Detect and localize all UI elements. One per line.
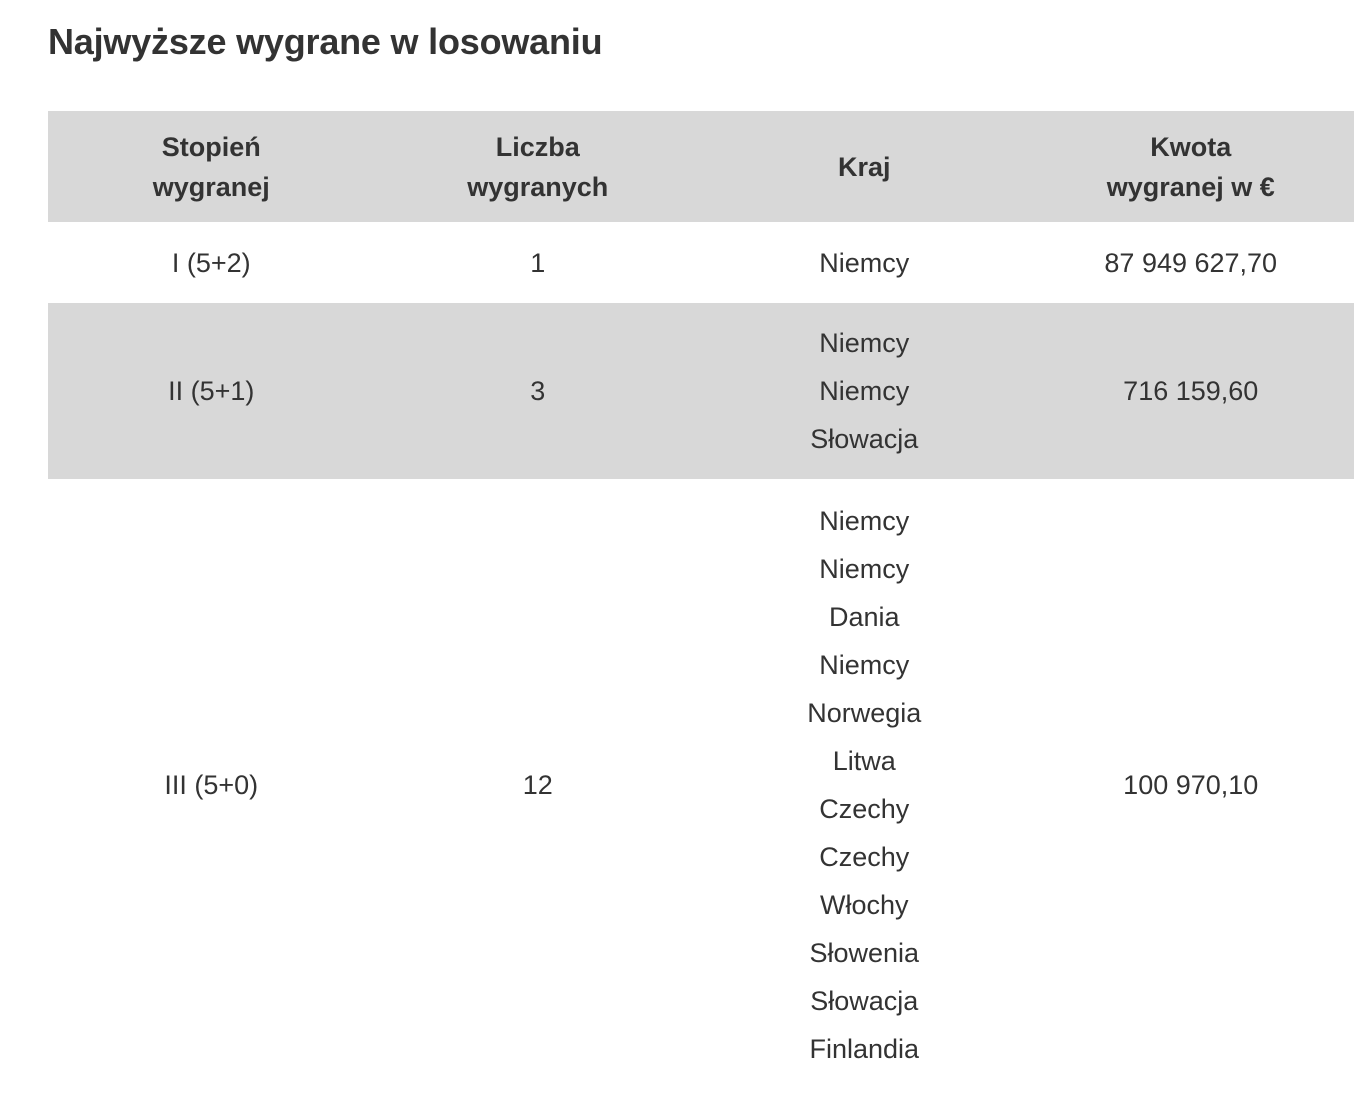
- country-item: Norwegia: [807, 698, 922, 728]
- country-item: Niemcy: [819, 554, 910, 584]
- table-row: [48, 303, 1354, 479]
- country-item: Niemcy: [819, 328, 910, 358]
- winners-count-cell: 1: [530, 247, 546, 278]
- country-item: Słowenia: [809, 938, 920, 968]
- amount-cell: 716 159,60: [1123, 376, 1259, 406]
- country-item: Niemcy: [819, 376, 910, 406]
- header-tier: Stopień wygranej: [152, 131, 270, 202]
- table-row: [48, 222, 1354, 303]
- tier-cell: I (5+2): [171, 247, 251, 278]
- country-item: Litwa: [832, 746, 896, 776]
- country-list: [701, 243, 1028, 283]
- winners-count-cell: 12: [522, 770, 553, 800]
- country-item: Słowacja: [810, 424, 919, 454]
- amount-cell: 100 970,10: [1123, 770, 1259, 800]
- tier-cell: III (5+0): [164, 770, 259, 800]
- winnings-table: [48, 111, 1354, 1091]
- country-list: [701, 319, 1028, 463]
- header-winners: Liczba wygranych: [467, 131, 609, 202]
- table-header-row: [48, 111, 1354, 222]
- page-title: Najwyższe wygrane w losowaniu: [48, 21, 603, 62]
- country-item: Niemcy: [819, 247, 910, 278]
- country-item: Niemcy: [819, 650, 910, 680]
- header-country: Kraj: [837, 151, 891, 182]
- country-cell: [701, 479, 1028, 1091]
- country-item: Czechy: [819, 842, 910, 872]
- header-amount: Kwota wygranej w €: [1106, 131, 1275, 202]
- country-cell: [701, 222, 1028, 303]
- country-item: Dania: [828, 602, 900, 632]
- country-item: Czechy: [819, 794, 910, 824]
- table-row: [48, 479, 1354, 1091]
- winners-count-cell: 3: [530, 376, 546, 406]
- tier-cell: II (5+1): [168, 376, 255, 406]
- country-item: Niemcy: [819, 506, 910, 536]
- country-item: Finlandia: [809, 1034, 920, 1064]
- amount-cell: 87 949 627,70: [1104, 247, 1278, 278]
- country-item: Słowacja: [810, 986, 919, 1016]
- country-list: [701, 497, 1028, 1073]
- country-cell: [701, 303, 1028, 479]
- country-item: Włochy: [819, 890, 909, 920]
